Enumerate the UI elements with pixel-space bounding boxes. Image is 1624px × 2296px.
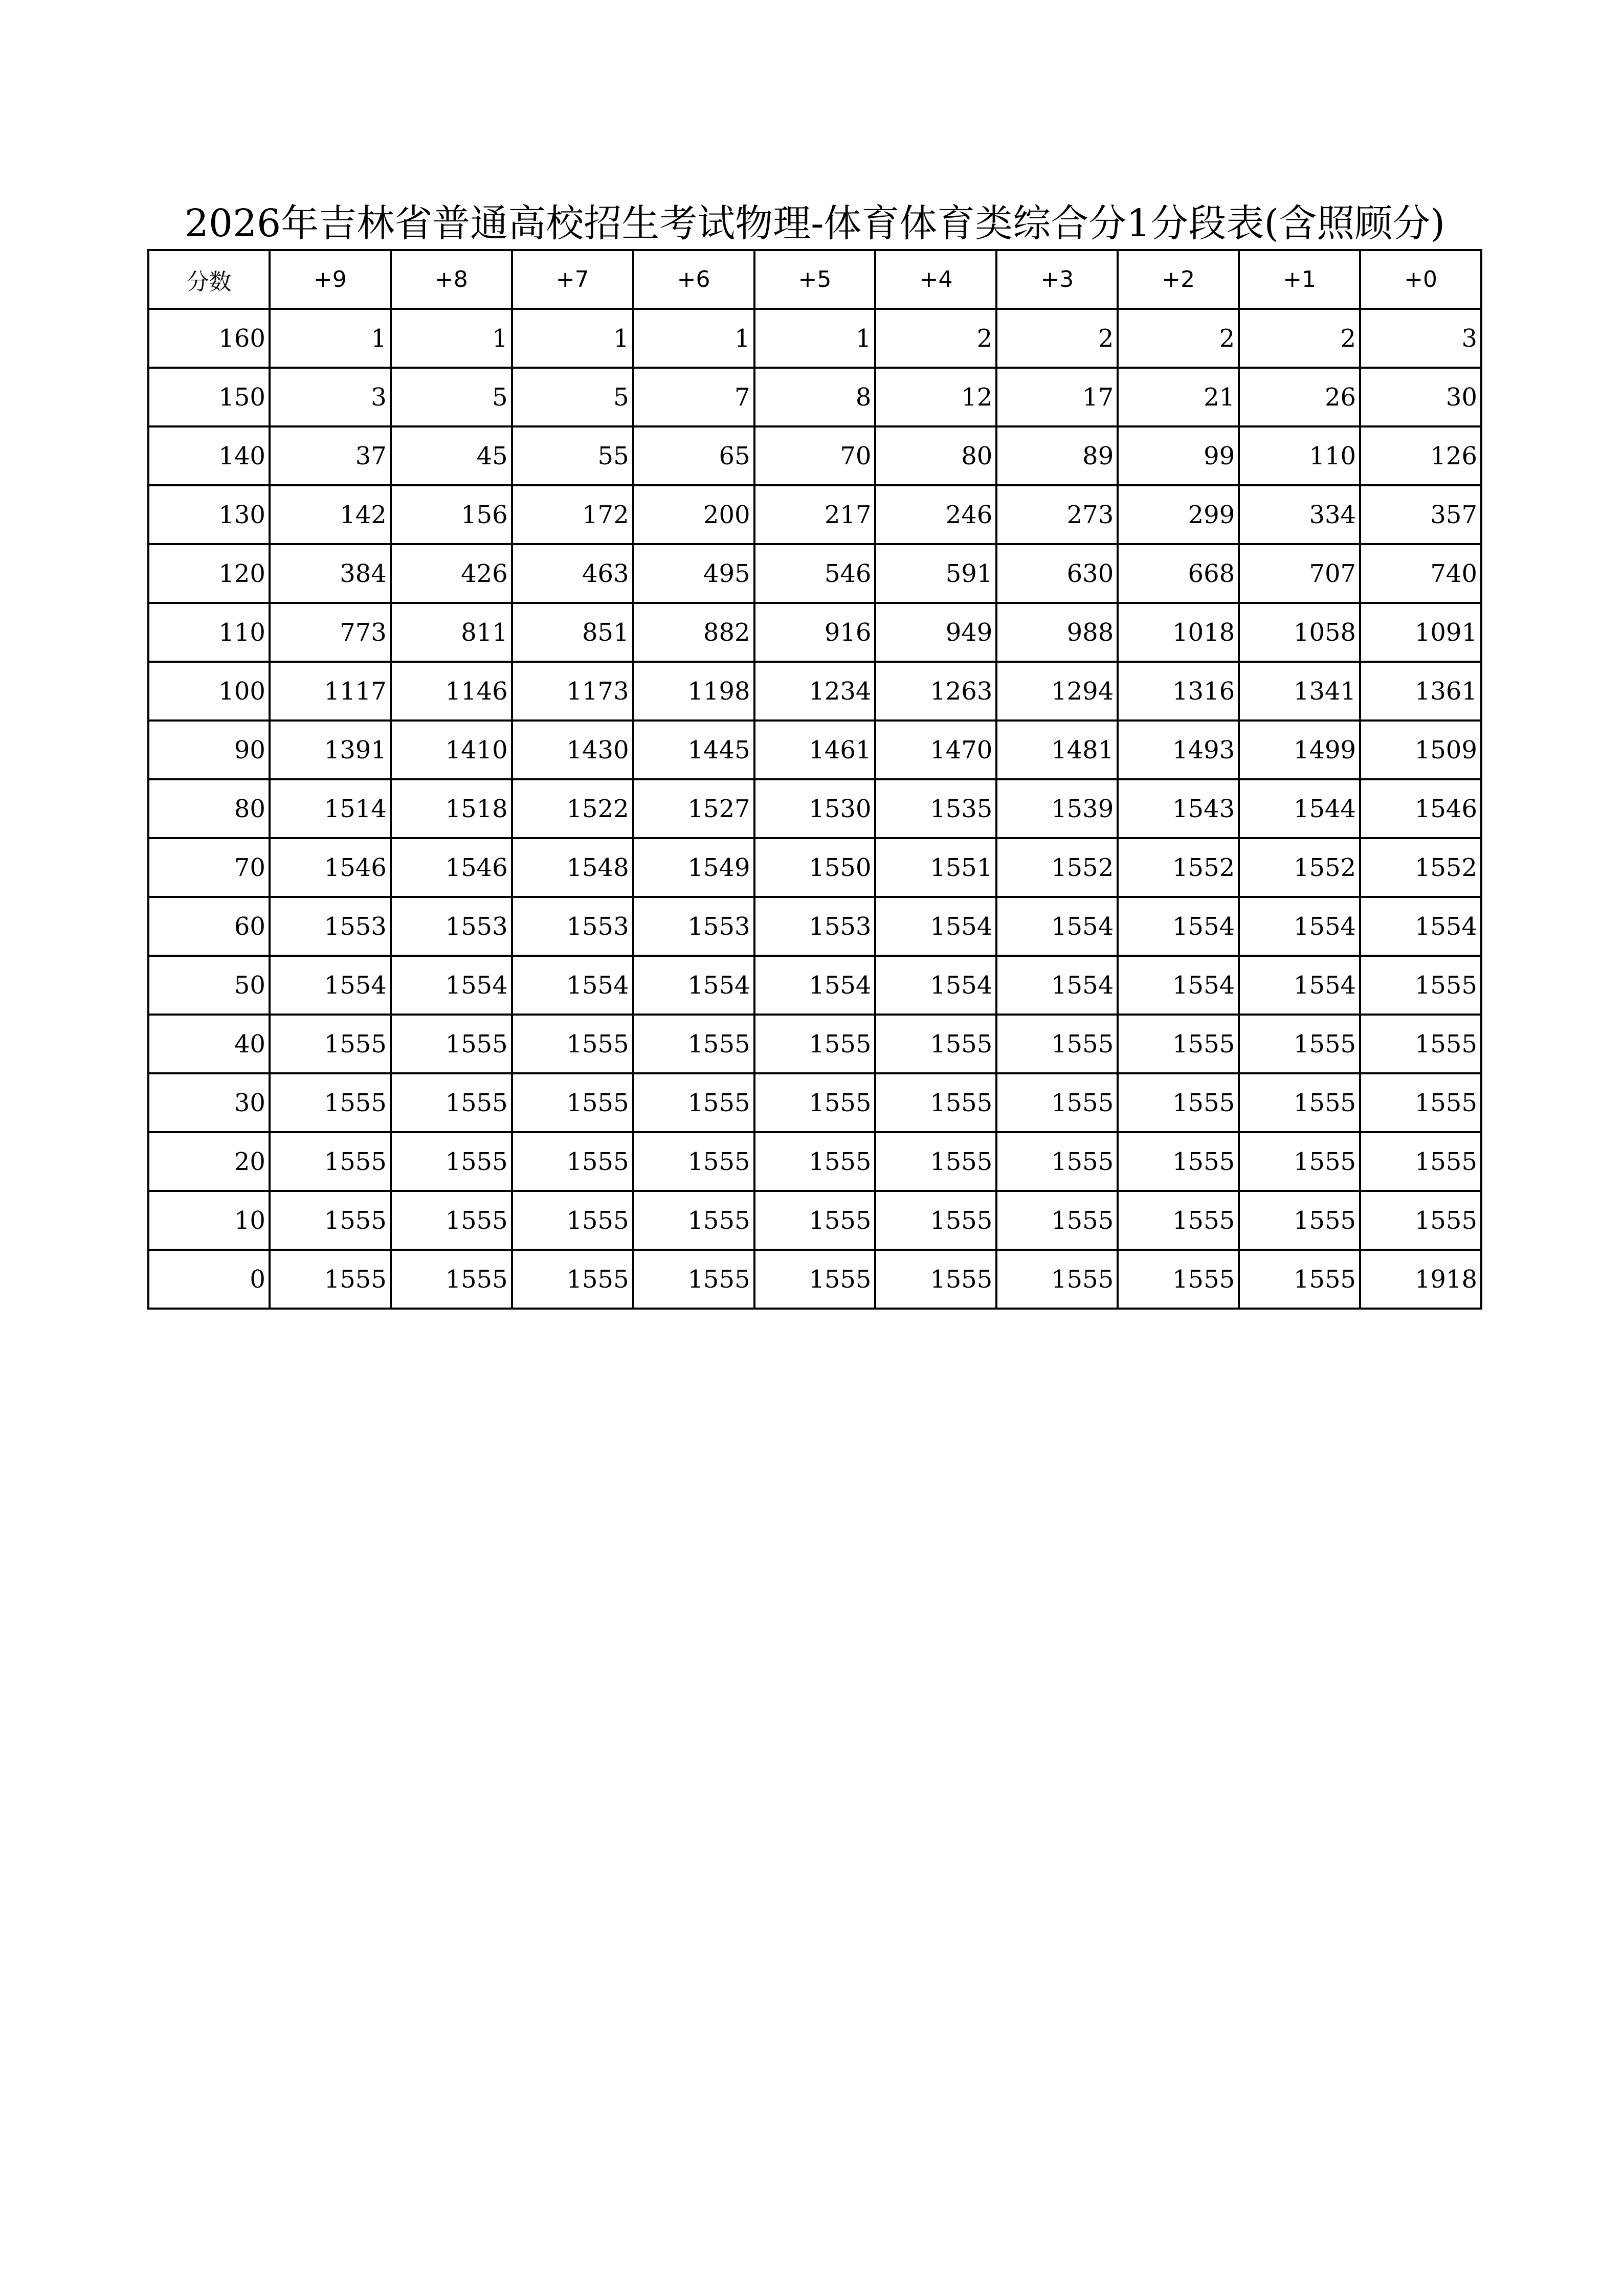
count-cell: 1555 [633,1132,754,1191]
count-cell: 773 [270,603,391,662]
count-cell: 1549 [633,838,754,897]
count-cell: 1554 [1118,956,1239,1015]
count-cell: 1554 [391,956,512,1015]
count-cell: 1555 [1118,1191,1239,1250]
count-cell: 21 [1118,368,1239,426]
score-cell: 120 [148,544,270,603]
table-row [148,1132,1481,1191]
count-cell: 1554 [1118,897,1239,956]
header-cell-plus-5: +5 [754,250,876,309]
count-cell: 1555 [1239,1015,1360,1073]
header-cell-plus-8: +8 [391,250,512,309]
count-cell: 1555 [391,1073,512,1132]
score-cell: 10 [148,1191,270,1250]
count-cell: 1555 [875,1250,996,1309]
count-cell: 1555 [1360,1132,1481,1191]
count-cell: 357 [1360,485,1481,544]
count-cell: 1554 [1239,897,1360,956]
score-cell: 20 [148,1132,270,1191]
count-cell: 1554 [754,956,876,1015]
count-cell: 1554 [633,956,754,1015]
count-cell: 1555 [633,1250,754,1309]
table-row [148,309,1481,368]
count-cell: 1553 [754,897,876,956]
count-cell: 1550 [754,838,876,897]
table-row [148,897,1481,956]
count-cell: 1481 [996,721,1118,779]
table-row [148,485,1481,544]
score-cell: 140 [148,426,270,485]
score-cell: 40 [148,1015,270,1073]
count-cell: 1548 [512,838,633,897]
count-cell: 1514 [270,779,391,838]
header-cell-plus-1: +1 [1239,250,1360,309]
count-cell: 949 [875,603,996,662]
count-cell: 1555 [996,1132,1118,1191]
count-cell: 1430 [512,721,633,779]
count-cell: 1461 [754,721,876,779]
count-cell: 5 [512,368,633,426]
count-cell: 334 [1239,485,1360,544]
count-cell: 1555 [875,1132,996,1191]
count-cell: 1198 [633,662,754,721]
count-cell: 217 [754,485,876,544]
count-cell: 1555 [754,1250,876,1309]
header-cell-plus-0: +0 [1360,250,1481,309]
count-cell: 7 [633,368,754,426]
count-cell: 200 [633,485,754,544]
count-cell: 1555 [1360,1015,1481,1073]
count-cell: 1546 [1360,779,1481,838]
count-cell: 1234 [754,662,876,721]
count-cell: 1555 [512,1073,633,1132]
count-cell: 1316 [1118,662,1239,721]
count-cell: 1555 [512,1250,633,1309]
count-cell: 1555 [1239,1191,1360,1250]
header-row [148,250,1481,309]
count-cell: 1551 [875,838,996,897]
score-cell: 50 [148,956,270,1015]
count-cell: 8 [754,368,876,426]
count-cell: 3 [270,368,391,426]
count-cell: 1552 [1360,838,1481,897]
count-cell: 142 [270,485,391,544]
count-cell: 12 [875,368,996,426]
count-cell: 1555 [1239,1250,1360,1309]
count-cell: 1555 [1239,1132,1360,1191]
count-cell: 65 [633,426,754,485]
table-row [148,1250,1481,1309]
count-cell: 668 [1118,544,1239,603]
count-cell: 1555 [875,1191,996,1250]
table-header [148,250,1481,309]
count-cell: 463 [512,544,633,603]
count-cell: 299 [1118,485,1239,544]
count-cell: 1546 [270,838,391,897]
header-cell-plus-3: +3 [996,250,1118,309]
count-cell: 126 [1360,426,1481,485]
header-cell-plus-9: +9 [270,250,391,309]
score-cell: 0 [148,1250,270,1309]
count-cell: 1554 [996,897,1118,956]
count-cell: 1522 [512,779,633,838]
count-cell: 1091 [1360,603,1481,662]
count-cell: 591 [875,544,996,603]
count-cell: 1555 [512,1132,633,1191]
table-row [148,721,1481,779]
count-cell: 1552 [1118,838,1239,897]
table-row [148,368,1481,426]
count-cell: 156 [391,485,512,544]
count-cell: 1552 [1239,838,1360,897]
header-cell-score: 分数 [148,250,270,309]
count-cell: 1117 [270,662,391,721]
count-cell: 1555 [270,1015,391,1073]
table-row [148,544,1481,603]
count-cell: 1555 [1118,1073,1239,1132]
score-cell: 80 [148,779,270,838]
table-row [148,1073,1481,1132]
count-cell: 1555 [996,1015,1118,1073]
count-cell: 1470 [875,721,996,779]
count-cell: 70 [754,426,876,485]
count-cell: 1 [512,309,633,368]
count-cell: 1555 [512,1015,633,1073]
count-cell: 1555 [1239,1073,1360,1132]
count-cell: 110 [1239,426,1360,485]
header-cell-plus-4: +4 [875,250,996,309]
count-cell: 1555 [1118,1132,1239,1191]
count-cell: 1555 [754,1191,876,1250]
table-row [148,1015,1481,1073]
count-cell: 1555 [1118,1015,1239,1073]
score-distribution-table [147,249,1482,1310]
count-cell: 1445 [633,721,754,779]
count-cell: 246 [875,485,996,544]
count-cell: 1555 [996,1191,1118,1250]
count-cell: 1509 [1360,721,1481,779]
count-cell: 1058 [1239,603,1360,662]
count-cell: 99 [1118,426,1239,485]
count-cell: 1555 [633,1191,754,1250]
count-cell: 30 [1360,368,1481,426]
count-cell: 89 [996,426,1118,485]
count-cell: 37 [270,426,391,485]
header-cell-plus-6: +6 [633,250,754,309]
count-cell: 1555 [754,1015,876,1073]
count-cell: 740 [1360,544,1481,603]
score-cell: 150 [148,368,270,426]
count-cell: 1391 [270,721,391,779]
count-cell: 1918 [1360,1250,1481,1309]
count-cell: 2 [875,309,996,368]
count-cell: 1555 [270,1191,391,1250]
table-row [148,662,1481,721]
count-cell: 1555 [1360,1073,1481,1132]
count-cell: 1410 [391,721,512,779]
count-cell: 1553 [512,897,633,956]
count-cell: 1539 [996,779,1118,838]
count-cell: 1554 [875,897,996,956]
count-cell: 882 [633,603,754,662]
count-cell: 1555 [391,1132,512,1191]
table-row [148,956,1481,1015]
score-cell: 70 [148,838,270,897]
count-cell: 2 [996,309,1118,368]
table-row [148,838,1481,897]
count-cell: 1553 [270,897,391,956]
count-cell: 630 [996,544,1118,603]
count-cell: 1554 [996,956,1118,1015]
count-cell: 1555 [875,1015,996,1073]
count-cell: 1555 [270,1132,391,1191]
count-cell: 1555 [512,1191,633,1250]
count-cell: 426 [391,544,512,603]
header-cell-plus-2: +2 [1118,250,1239,309]
score-cell: 160 [148,309,270,368]
count-cell: 273 [996,485,1118,544]
score-cell: 130 [148,485,270,544]
page-title: 2026年吉林省普通高校招生考试物理-体育体育类综合分1分段表(含照顾分) [184,201,1445,245]
count-cell: 2 [1118,309,1239,368]
score-cell: 60 [148,897,270,956]
count-cell: 1018 [1118,603,1239,662]
count-cell: 707 [1239,544,1360,603]
count-cell: 1554 [1360,897,1481,956]
count-cell: 1553 [391,897,512,956]
count-cell: 1553 [633,897,754,956]
count-cell: 851 [512,603,633,662]
count-cell: 1518 [391,779,512,838]
count-cell: 988 [996,603,1118,662]
table-body [148,309,1481,1309]
count-cell: 1555 [391,1250,512,1309]
count-cell: 1555 [391,1015,512,1073]
count-cell: 384 [270,544,391,603]
count-cell: 916 [754,603,876,662]
count-cell: 1552 [996,838,1118,897]
table-row [148,603,1481,662]
count-cell: 172 [512,485,633,544]
count-cell: 1555 [875,1073,996,1132]
count-cell: 1555 [633,1015,754,1073]
count-cell: 1555 [996,1250,1118,1309]
count-cell: 55 [512,426,633,485]
count-cell: 811 [391,603,512,662]
count-cell: 3 [1360,309,1481,368]
header-cell-plus-7: +7 [512,250,633,309]
count-cell: 495 [633,544,754,603]
count-cell: 1554 [875,956,996,1015]
count-cell: 1543 [1118,779,1239,838]
count-cell: 546 [754,544,876,603]
count-cell: 1555 [270,1073,391,1132]
count-cell: 1555 [391,1191,512,1250]
count-cell: 1555 [1360,1191,1481,1250]
table-row [148,426,1481,485]
count-cell: 17 [996,368,1118,426]
count-cell: 1554 [512,956,633,1015]
count-cell: 2 [1239,309,1360,368]
table-row [148,779,1481,838]
count-cell: 1294 [996,662,1118,721]
count-cell: 1 [754,309,876,368]
score-cell: 110 [148,603,270,662]
count-cell: 1555 [270,1250,391,1309]
count-cell: 1546 [391,838,512,897]
score-cell: 30 [148,1073,270,1132]
count-cell: 1341 [1239,662,1360,721]
count-cell: 1555 [996,1073,1118,1132]
count-cell: 5 [391,368,512,426]
count-cell: 1263 [875,662,996,721]
count-cell: 1173 [512,662,633,721]
count-cell: 1555 [633,1073,754,1132]
count-cell: 1361 [1360,662,1481,721]
count-cell: 1530 [754,779,876,838]
count-cell: 1 [391,309,512,368]
count-cell: 1527 [633,779,754,838]
count-cell: 1554 [270,956,391,1015]
count-cell: 1 [633,309,754,368]
count-cell: 1 [270,309,391,368]
count-cell: 1554 [1239,956,1360,1015]
score-cell: 90 [148,721,270,779]
count-cell: 1535 [875,779,996,838]
count-cell: 1499 [1239,721,1360,779]
count-cell: 45 [391,426,512,485]
table-row [148,1191,1481,1250]
count-cell: 1555 [1360,956,1481,1015]
score-cell: 100 [148,662,270,721]
count-cell: 1555 [754,1132,876,1191]
count-cell: 1146 [391,662,512,721]
count-cell: 1555 [1118,1250,1239,1309]
count-cell: 26 [1239,368,1360,426]
count-cell: 1544 [1239,779,1360,838]
count-cell: 80 [875,426,996,485]
count-cell: 1555 [754,1073,876,1132]
count-cell: 1493 [1118,721,1239,779]
